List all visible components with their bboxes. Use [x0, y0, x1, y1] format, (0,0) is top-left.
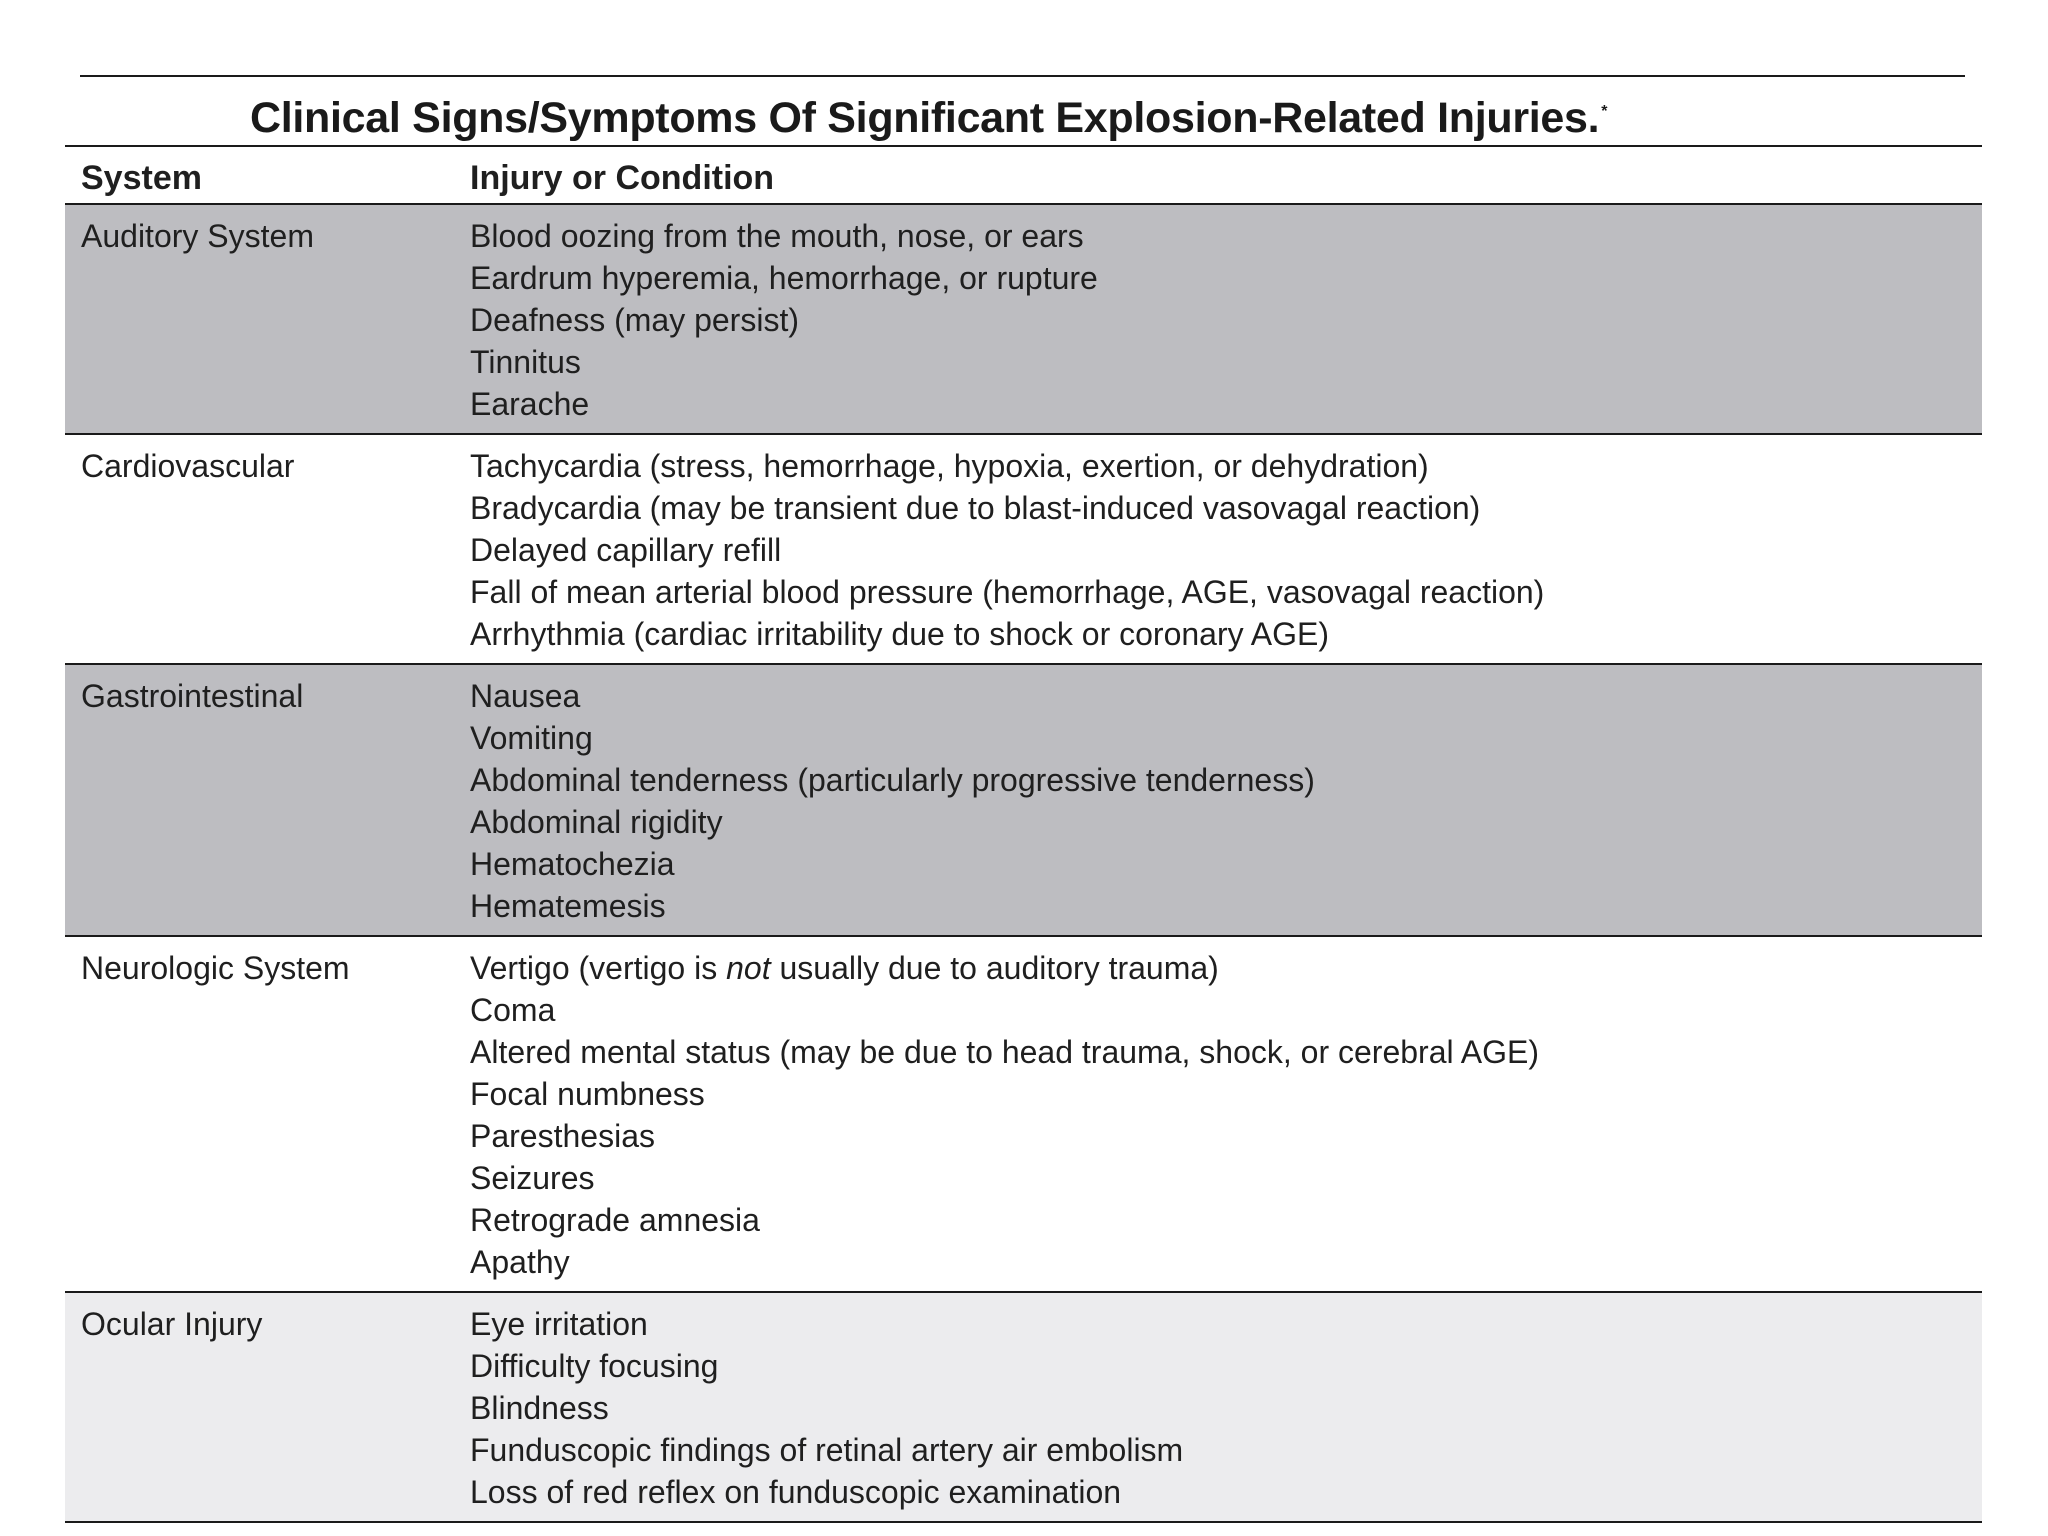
injury-item: Abdominal tenderness (particularly progressive tenderness): [470, 762, 1315, 798]
injury-item-text: usually due to auditory trauma): [770, 950, 1219, 986]
injury-item-text: Vertigo (vertigo is: [470, 950, 727, 986]
injury-item-emphasis: not: [726, 950, 771, 986]
injury-item: Loss of red reflex on funduscopic examination: [470, 1474, 1122, 1510]
title-underline-rule: [65, 145, 1982, 147]
injury-item: Altered mental status (may be due to head trauma, shock, or cerebral AGE): [470, 1034, 1539, 1070]
title-footnote-mark: *: [1601, 103, 1608, 120]
top-rule: [80, 75, 1965, 77]
table-header-row: [65, 151, 1982, 205]
injury-item: Coma: [470, 992, 556, 1028]
table-section-row: [65, 205, 1982, 435]
table-section-row: [65, 937, 1982, 1293]
injury-item: Paresthesias: [470, 1118, 655, 1154]
table-title: [250, 86, 1607, 150]
injury-item: Tinnitus: [470, 344, 581, 380]
column-header-injury: Injury or Condition: [470, 159, 775, 197]
injury-item: Retrograde amnesia: [470, 1202, 760, 1238]
system-name-cell: Cardiovascular: [81, 448, 295, 484]
injury-item: Deafness (may persist): [470, 302, 799, 338]
injury-item: Earache: [470, 386, 590, 422]
column-header-system: System: [81, 159, 202, 197]
injury-list-cell: [470, 445, 1982, 655]
injury-item: Nausea: [470, 678, 581, 714]
table-section-row: [65, 1293, 1982, 1523]
injury-item: Hematemesis: [470, 888, 666, 924]
system-name-cell: Gastrointestinal: [81, 678, 304, 714]
system-name-cell: Ocular Injury: [81, 1306, 263, 1342]
injury-item: Difficulty focusing: [470, 1348, 719, 1384]
system-name-cell: Auditory System: [81, 218, 314, 254]
table-body: [65, 205, 1982, 1523]
injury-item: [470, 947, 1982, 989]
table-section-row: [65, 665, 1982, 937]
injury-item: Fall of mean arterial blood pressure (hemorrhage, AGE, vasovagal reaction): [470, 574, 1545, 610]
injury-item: Seizures: [470, 1160, 595, 1196]
injury-item: Eardrum hyperemia, hemorrhage, or rupture: [470, 260, 1098, 296]
injury-item: Abdominal rigidity: [470, 804, 723, 840]
injury-list-cell: [470, 215, 1982, 425]
injury-item: Arrhythmia (cardiac irritability due to shock or coronary AGE): [470, 616, 1329, 652]
injury-list-cell: [470, 675, 1982, 927]
injury-item: Vomiting: [470, 720, 593, 756]
injury-item: Blood oozing from the mouth, nose, or ears: [470, 218, 1084, 254]
injury-table: [65, 151, 1982, 1523]
table-title-text: Clinical Signs/Symptoms Of Significant Explosion-Related Injuries.: [250, 94, 1600, 142]
table-section-row: [65, 435, 1982, 665]
injury-item: Bradycardia (may be transient due to blast-induced vasovagal reaction): [470, 490, 1481, 526]
injury-item: Eye irritation: [470, 1306, 648, 1342]
injury-item: Hematochezia: [470, 846, 675, 882]
system-name-cell: Neurologic System: [81, 950, 350, 986]
injury-item: Tachycardia (stress, hemorrhage, hypoxia, exertion, or dehydration): [470, 448, 1429, 484]
injury-list-cell: [470, 1303, 1982, 1513]
injury-item: Delayed capillary refill: [470, 532, 782, 568]
injury-item: Funduscopic findings of retinal artery air embolism: [470, 1432, 1184, 1468]
injury-item: Apathy: [470, 1244, 570, 1280]
injury-item: Blindness: [470, 1390, 609, 1426]
injury-item: Focal numbness: [470, 1076, 705, 1112]
injury-list-cell: [470, 947, 1982, 1283]
